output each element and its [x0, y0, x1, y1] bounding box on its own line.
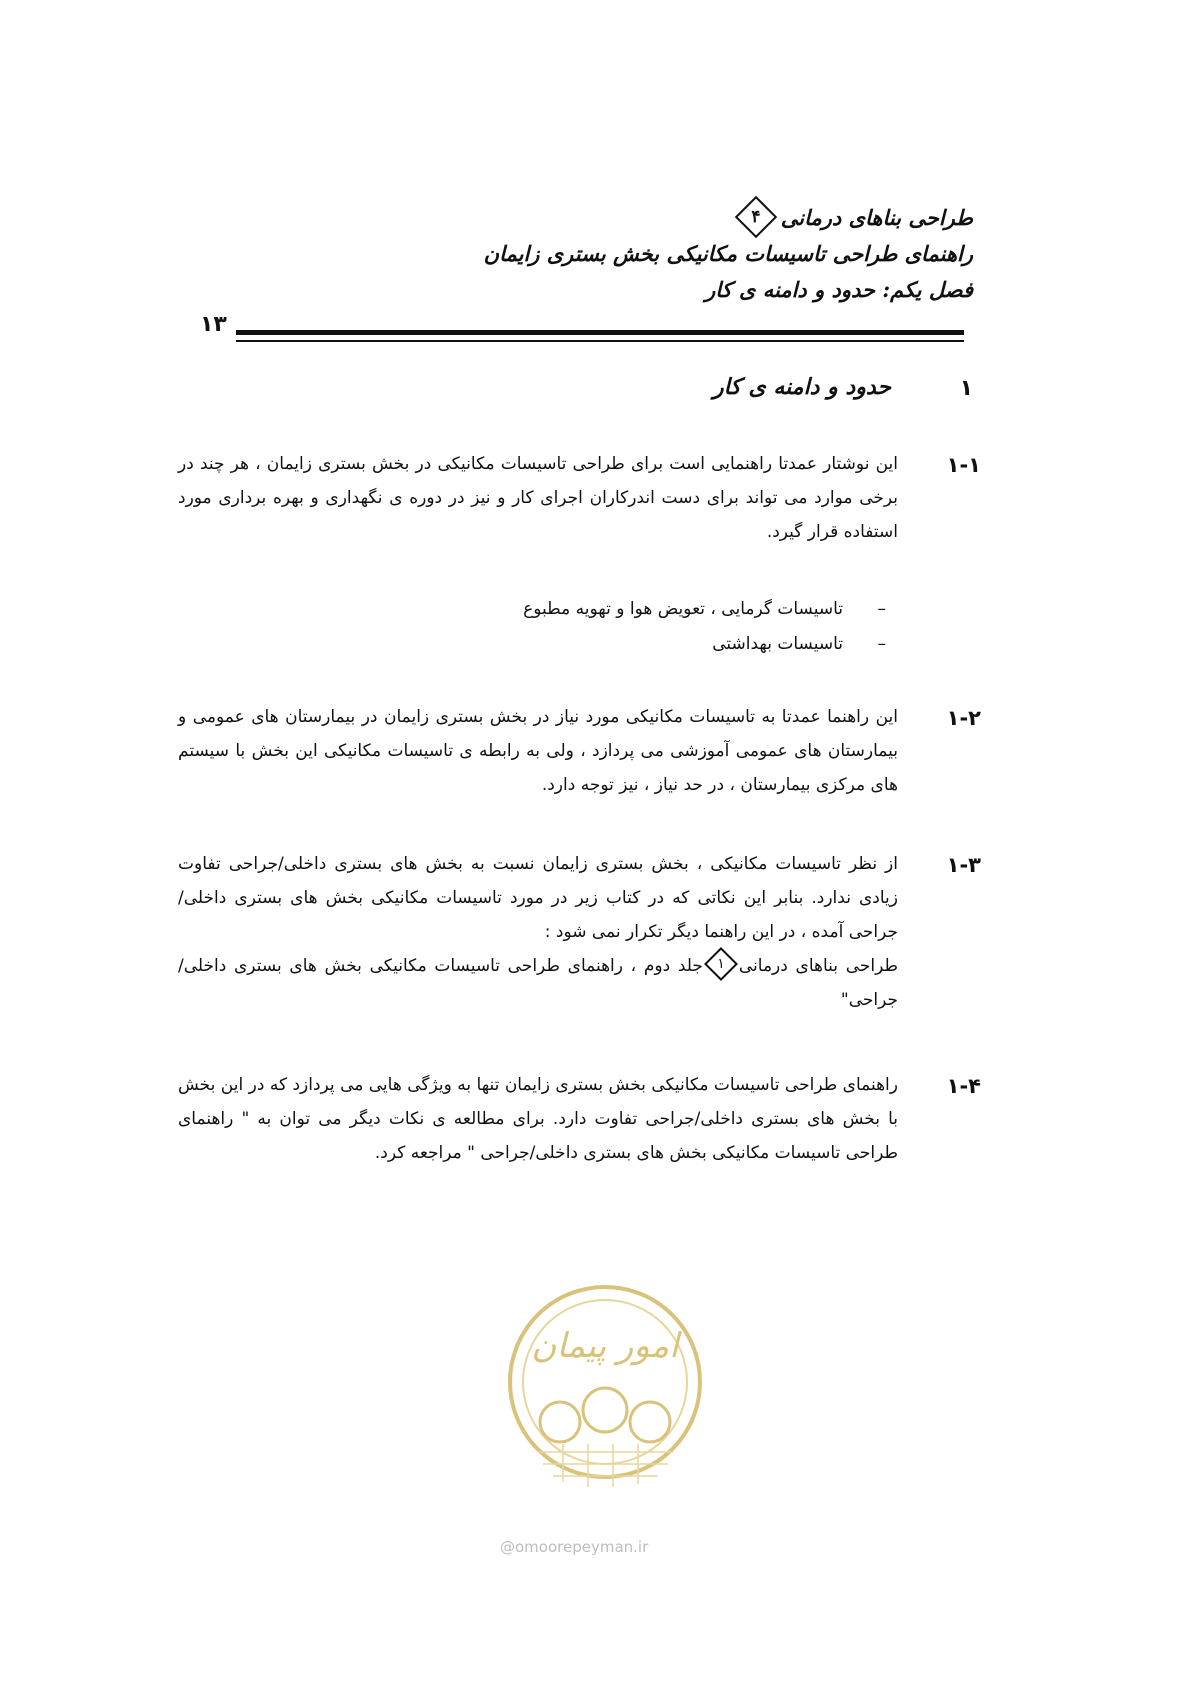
bullet-item: – تاسیسات بهداشتی [198, 627, 898, 662]
header-rule-thick [236, 330, 964, 335]
reference-detail: جلد دوم ، راهنمای طراحی تاسیسات مکانیکی بخش های بستری داخلی/جراحی" [178, 956, 898, 1010]
paragraph-number: ۱-۳ [946, 853, 981, 877]
document-header [273, 200, 973, 308]
volume-diamond-icon [735, 195, 777, 237]
watermark-logo [498, 1272, 713, 1527]
header-rule-thin [236, 340, 964, 342]
bullet-list [198, 592, 898, 662]
volume-diamond-icon [704, 947, 738, 981]
section-title: حدود و دامنه ی کار [713, 374, 891, 400]
bullet-item: – تاسیسات گرمایی ، تعویض هوا و تهویه مطبوع [198, 592, 898, 627]
paragraph-text: این نوشتار عمدتا راهنمایی است برای طراحی تاسیسات مکانیکی در بخش بستری زایمان ، هر چند در برخی موارد می تواند برای دست اندرکاران اجرای کار و نیز در دوره ی نگهداری و بهره برداری مورد استفاده قرار گیرد. [178, 454, 898, 542]
watermark-site: @omoorepeyman.ir [500, 1538, 649, 1556]
paragraph-number: ۱-۴ [946, 1074, 981, 1098]
paragraph-text: از نظر تاسیسات مکانیکی ، بخش بستری زایمان نسبت به بخش های بستری داخلی/جراحی تفاوت زیادی ندارد. بنابر این نکاتی که در کتاب زیر در مورد تاسیسات مکانیکی بخش های بستری داخلی/جراحی آمده ، در این راهنما دیگر تکرار نمی شود : [178, 854, 898, 942]
book-title: طراحی بناهای درمانی [780, 205, 973, 230]
paragraph-number: ۱-۲ [946, 706, 981, 730]
paragraph-text: راهنمای طراحی تاسیسات مکانیکی بخش بستری زایمان تنها به ویژگی هایی می پردازد که در این بخش با بخش های بستری داخلی/جراحی تفاوت دارد. برای مطالعه ی نکات دیگر می توان به " راهنمای طراحی تاسیسات مکانیکی بخش های بستری داخلی/جراحی " مراجعه کرد. [178, 1075, 898, 1163]
paragraph-number: ۱-۱ [946, 453, 981, 477]
section-number: ۱ [959, 376, 973, 401]
watermark-logo-text: امور پیمان [531, 1326, 679, 1366]
watermark-site-url: omoorepeyman.ir [515, 1538, 649, 1556]
paragraph-text: این راهنما عمدتا به تاسیسات مکانیکی مورد نیاز در بخش بستری زایمان در بیمارستان های عمومی و بیمارستان های عمومی آموزشی می پردازد ، ولی به رابطه ی تاسیسات مکانیکی این بخش با سیستم های مرکزی بیمارستان ، در حد نیاز ، نیز توجه دارد. [178, 707, 898, 795]
reference-line [178, 949, 898, 1017]
subtitle: راهنمای طراحی تاسیسات مکانیکی بخش بستری زایمان [483, 241, 973, 266]
reference-volume: ۱ [717, 956, 725, 972]
page-number: ۱۳ [200, 312, 227, 337]
paragraph-block [178, 847, 898, 1017]
volume-number: ۴ [751, 206, 761, 227]
book-title-line [273, 200, 973, 236]
chapter-title: فصل یکم: حدود و دامنه ی کار [705, 277, 973, 302]
reference-book: طراحی بناهای درمانی [738, 956, 898, 976]
